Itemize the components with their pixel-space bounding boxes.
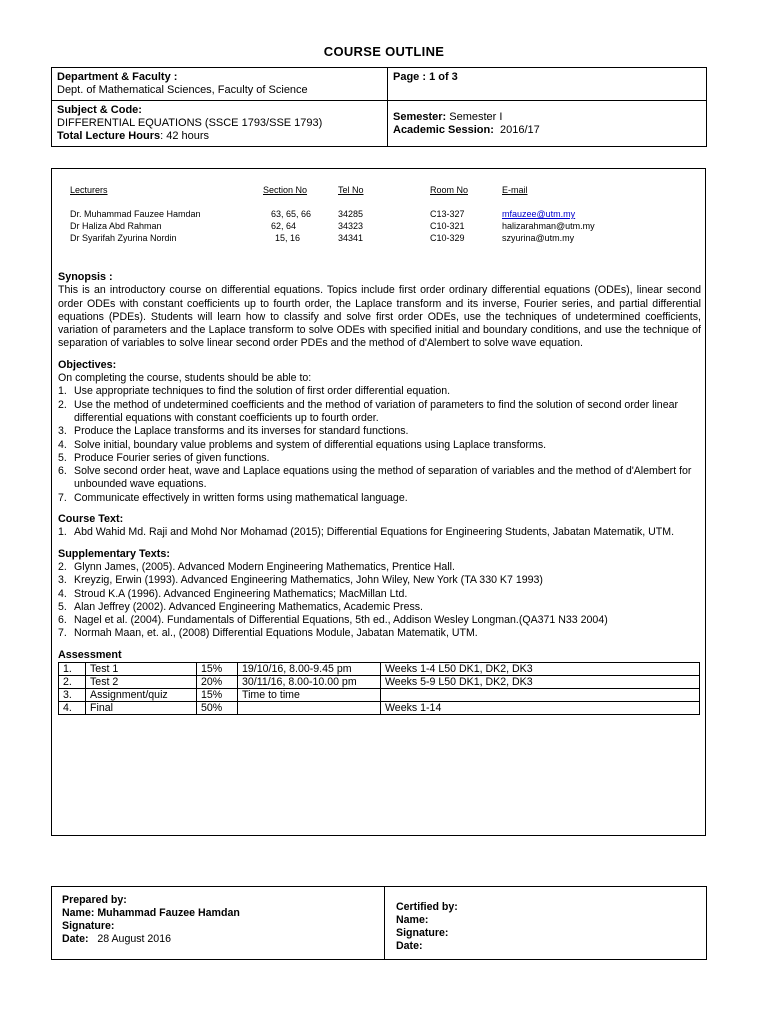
item-number: 6. [58, 614, 67, 627]
assessment-table [58, 662, 700, 715]
list-item [58, 492, 701, 505]
table-cell: 15% [197, 689, 238, 702]
item-number: 6. [58, 465, 67, 478]
course-text-heading: Course Text: [58, 513, 124, 526]
assessment-section [58, 649, 701, 715]
table-row [59, 663, 700, 676]
list-item [58, 439, 701, 452]
item-number: 5. [58, 451, 67, 464]
subject-value: DIFFERENTIAL EQUATIONS (SSCE 1793/SSE 1793) [57, 117, 323, 129]
list-item [58, 452, 701, 465]
signature-label: Signature: [62, 920, 115, 932]
objectives-list [58, 385, 701, 505]
lecturer-room: C10-329 [430, 233, 465, 243]
table-cell: 3. [59, 689, 86, 702]
lecturer-name: Dr Haliza Abd Rahman [70, 221, 162, 231]
objectives-heading: Objectives: [58, 358, 117, 371]
lecturer-tel: 34285 [338, 209, 364, 219]
department-value: Dept. of Mathematical Sciences, Faculty of Science [57, 84, 308, 96]
table-cell: Weeks 5-9 L50 DK1, DK2, DK3 [381, 676, 700, 689]
supplementary-heading: Supplementary Texts: [58, 547, 170, 560]
table-row [59, 689, 700, 702]
lecturer-row [70, 221, 670, 233]
course-body [58, 271, 701, 715]
certified-cell [385, 887, 707, 960]
item-number: 2. [58, 398, 67, 411]
list-item [58, 425, 701, 438]
hours-label: Total Lecture Hours [57, 130, 161, 142]
session-value: 2016/17 [500, 123, 540, 136]
lecturer-name: Dr Syarifah Zyurina Nordin [70, 233, 177, 243]
email-header: E-mail [502, 185, 528, 195]
lecturer-section: 63, 65, 66 [271, 209, 312, 219]
certified-date-label: Date: [396, 940, 423, 952]
item-text: Use appropriate techniques to find the solution of first order differential equation. [74, 385, 451, 398]
list-item [58, 574, 701, 587]
item-text: Use the method of undetermined coefficients and the method of variation of parameters to find the solution of second order linear differential equations with constant coefficients up to fourth order. [74, 398, 679, 424]
room-header: Room No [430, 185, 469, 195]
main-content-box [51, 168, 706, 836]
item-number: 1. [58, 385, 67, 398]
prepared-label: Prepared by: [62, 894, 127, 906]
lecturers-table [70, 185, 670, 245]
table-cell: 50% [197, 702, 238, 715]
date-value: 28 August 2016 [97, 933, 171, 945]
lecturers-header: Lecturers [70, 185, 108, 195]
certified-signature-label: Signature: [396, 927, 449, 939]
lecturer-section: 62, 64 [271, 221, 297, 231]
prepared-name-label: Name: [62, 907, 95, 919]
course-text-list [58, 526, 701, 539]
item-text: Abd Wahid Md. Raji and Mohd Nor Mohamad (2015); Differential Equations for Engineering Students, Jabatan Matematik, UTM. [74, 526, 675, 539]
lecturer-email: szyurina@utm.my [502, 233, 575, 243]
header-table [51, 67, 707, 147]
department-label: Department & Faculty : [57, 71, 178, 83]
item-number: 4. [58, 587, 67, 600]
table-cell [381, 689, 700, 702]
lecturer-email: halizarahman@utm.my [502, 221, 595, 231]
item-number: 1. [58, 526, 67, 539]
table-cell: Test 2 [86, 676, 197, 689]
item-text: Normah Maan, et. al., (2008) Differential Equations Module, Jabatan Matematik, UTM. [74, 627, 478, 640]
list-item [58, 601, 701, 614]
table-cell: 1. [59, 663, 86, 676]
certified-name-label: Name: [396, 914, 429, 926]
table-cell: 4. [59, 702, 86, 715]
signature-table [51, 886, 707, 960]
lecturer-section: 15, 16 [275, 233, 301, 243]
list-item [58, 465, 701, 492]
section-header: Section No [263, 185, 308, 195]
lecturers-header-row [70, 185, 670, 209]
item-text: Stroud K.A (1996). Advanced Engineering Mathematics; MacMillan Ltd. [74, 587, 408, 600]
lecturer-tel: 34341 [338, 233, 364, 243]
list-item [58, 627, 701, 640]
item-number: 3. [58, 574, 67, 587]
item-number: 4. [58, 438, 67, 451]
list-item [58, 614, 701, 627]
item-text: Nagel et al. (2004). Fundamentals of Differential Equations, 5th ed., Addison Wesley Longman.(QA371 N33 2004) [74, 614, 608, 627]
table-row [59, 702, 700, 715]
list-item [58, 385, 701, 398]
objectives-intro: On completing the course, students should be able to: [58, 372, 312, 385]
subject-label: Subject & Code: [57, 104, 142, 116]
lecturer-name: Dr. Muhammad Fauzee Hamdan [70, 209, 201, 219]
table-cell: 2. [59, 676, 86, 689]
list-item [58, 399, 701, 426]
item-text: Produce Fourier series of given functions. [74, 451, 270, 464]
document-title: COURSE OUTLINE [323, 44, 445, 59]
table-cell: 30/11/16, 8.00-10.00 pm [238, 676, 381, 689]
item-number: 5. [58, 600, 67, 613]
item-number: 7. [58, 491, 67, 504]
table-cell: Weeks 1-4 L50 DK1, DK2, DK3 [381, 663, 700, 676]
item-text: Glynn James, (2005). Advanced Modern Engineering Mathematics, Prentice Hall. [74, 560, 455, 573]
synopsis-heading: Synopsis : [58, 271, 113, 283]
table-cell: 20% [197, 676, 238, 689]
item-text: Produce the Laplace transforms and its inverses for standard functions. [74, 425, 409, 438]
table-cell: Final [86, 702, 197, 715]
hours-value: : 42 hours [160, 130, 210, 142]
item-number: 2. [58, 560, 67, 573]
lecturer-row [70, 209, 670, 221]
prepared-cell [52, 887, 385, 960]
list-item [58, 526, 701, 539]
table-cell: Assignment/quiz [86, 689, 197, 702]
supplementary-section [58, 548, 701, 641]
semester-value: Semester I [449, 110, 503, 123]
table-cell: Test 1 [86, 663, 197, 676]
prepared-name: Muhammad Fauzee Hamdan [97, 907, 240, 919]
list-item [58, 561, 701, 574]
item-text: Alan Jeffrey (2002). Advanced Engineering Mathematics, Academic Press. [74, 600, 423, 613]
certified-label: Certified by: [396, 901, 458, 913]
table-cell: Time to time [238, 689, 381, 702]
item-number: 3. [58, 425, 67, 438]
table-cell: Weeks 1-14 [381, 702, 700, 715]
course-text-section [58, 513, 701, 540]
tel-header: Tel No [338, 185, 364, 195]
list-item [58, 588, 701, 601]
item-number: 7. [58, 627, 67, 640]
synopsis-text: This is an introductory course on differential equations. Topics include first order ordinary differential equations (ODEs), linear second order ODEs with constant coefficients up to fourth order, the Laplace transform and its inverse, Fourier series, and partial differential equations (PDEs). Students will learn how to classify and solve first order ODEs, use the techniques of undetermined coefficients, variation of parameters and the Laplace transform to solve ODEs with specified initial and boundary conditions, and use the technique of separation of variables to solve linear second order PDEs and the method of d'Alembert to solve wave equation. [58, 284, 701, 350]
table-cell: 15% [197, 663, 238, 676]
lecturer-room: C13-327 [430, 209, 465, 219]
department-cell [52, 68, 388, 101]
lecturer-room: C10-321 [430, 221, 465, 231]
semester-cell [388, 101, 707, 147]
lecturer-email-link[interactable]: mfauzee@utm.my [502, 209, 576, 219]
lecturer-row [70, 233, 670, 245]
semester-label: Semester: [393, 110, 447, 123]
subject-cell [52, 101, 388, 147]
page-cell [388, 68, 707, 101]
supplementary-list [58, 561, 701, 641]
item-text: Communicate effectively in written forms using mathematical language. [74, 491, 408, 504]
table-cell: 19/10/16, 8.00-9.45 pm [238, 663, 381, 676]
page-number: Page : 1 of 3 [393, 71, 458, 83]
date-label: Date: [62, 933, 89, 945]
objectives-section [58, 359, 701, 505]
synopsis-section [58, 271, 701, 351]
table-cell [238, 702, 381, 715]
session-label: Academic Session: [393, 123, 494, 136]
table-row [59, 676, 700, 689]
item-text: Solve initial, boundary value problems and system of differential equations using Laplace transforms. [74, 438, 547, 451]
item-text: Kreyzig, Erwin (1993). Advanced Engineering Mathematics, John Wiley, New York (TA 330 K7 1993) [74, 574, 543, 587]
lecturer-tel: 34323 [338, 221, 364, 231]
assessment-heading: Assessment [58, 648, 122, 661]
item-text: Solve second order heat, wave and Laplace equations using the method of separation of variables and the method of d'Alembert for unbounded wave equations. [74, 465, 692, 491]
